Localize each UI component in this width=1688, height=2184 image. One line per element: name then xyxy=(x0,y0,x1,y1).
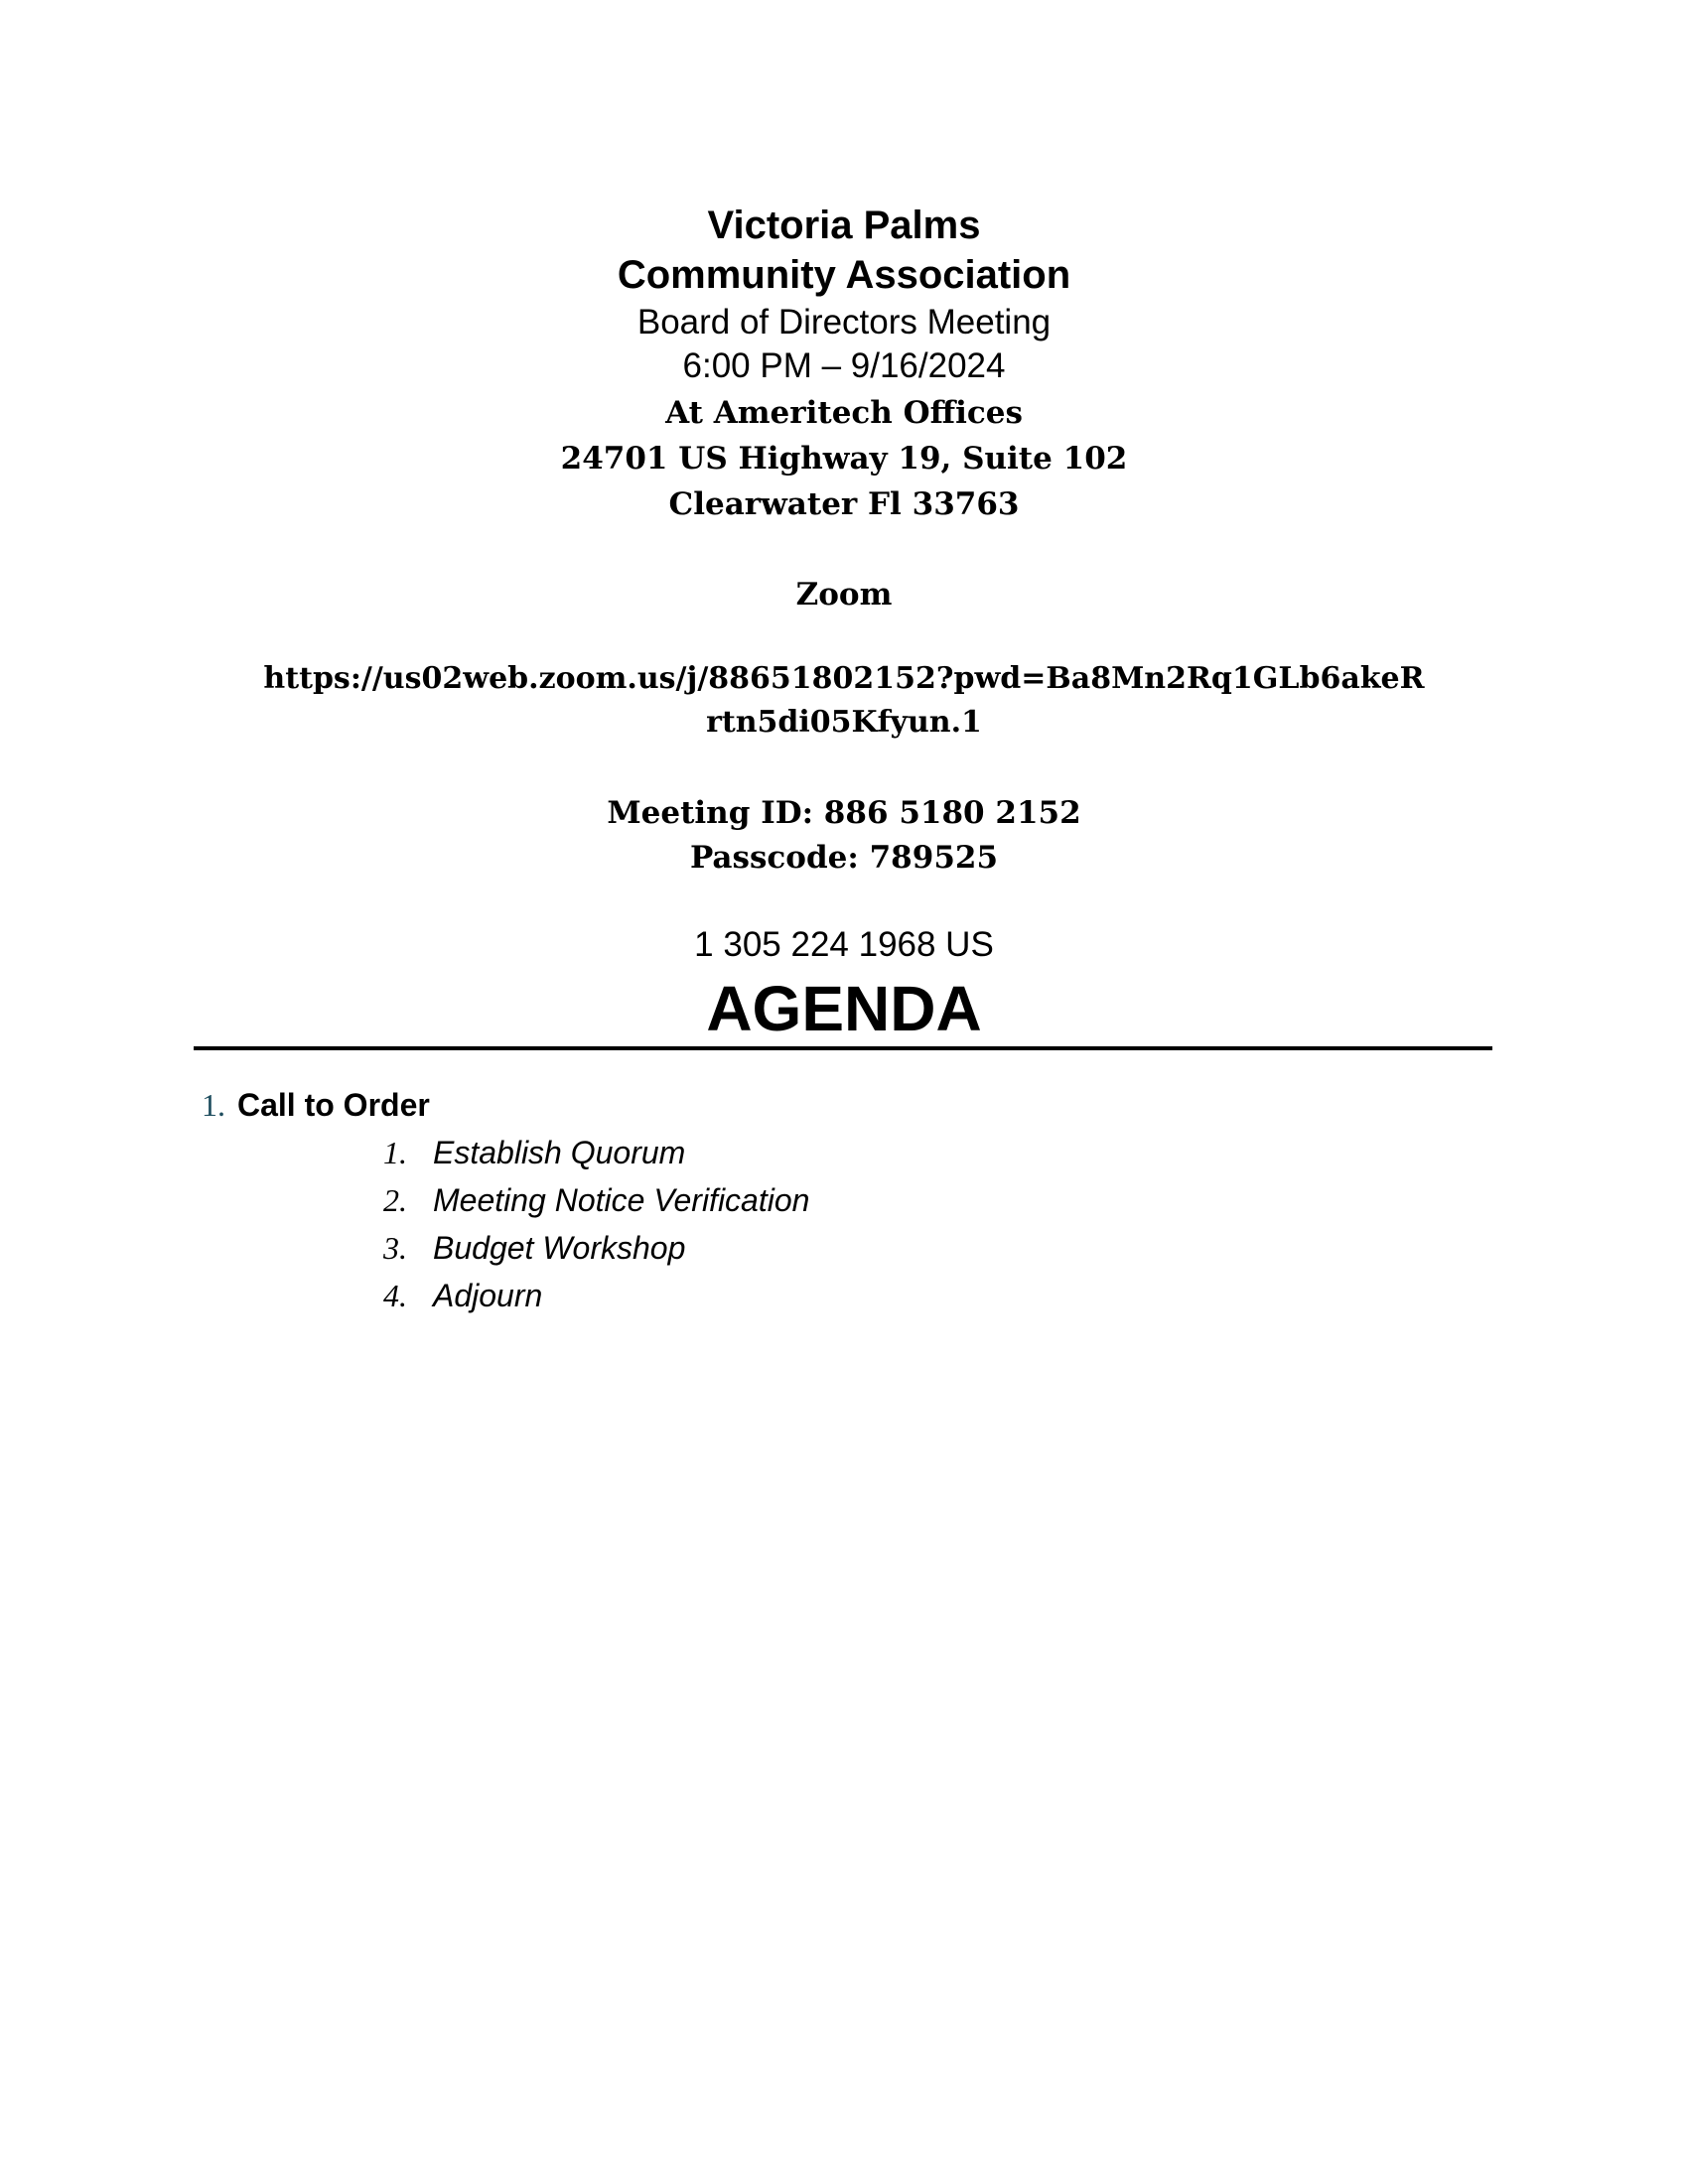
agenda-subitem-number: 2. xyxy=(383,1182,407,1218)
dial-in-phone: 1 305 224 1968 US xyxy=(694,925,994,964)
location-line2: 24701 US Highway 19, Suite 102 xyxy=(560,441,1128,477)
agenda-subitem-number: 4. xyxy=(383,1278,407,1313)
location-line1: At Ameritech Offices xyxy=(665,395,1023,431)
zoom-label: Zoom xyxy=(795,577,893,613)
agenda-subitem-label: Budget Workshop xyxy=(433,1230,686,1266)
agenda-subitem-number: 1. xyxy=(383,1135,407,1170)
agenda-item-label: Call to Order xyxy=(237,1087,430,1123)
agenda-subitem-label: Adjourn xyxy=(433,1278,543,1313)
org-name-line1: Victoria Palms xyxy=(707,204,981,247)
agenda-subitem xyxy=(383,1129,809,1176)
agenda-subitem xyxy=(383,1272,809,1319)
zoom-url-line1[interactable]: https://us02web.zoom.us/j/88651802152?pwd=Ba8Mn2Rq1GLb6akeR xyxy=(263,661,1425,696)
location-line3: Clearwater Fl 33763 xyxy=(668,486,1020,522)
meeting-type: Board of Directors Meeting xyxy=(636,303,1052,341)
meeting-datetime: 6:00 PM – 9/16/2024 xyxy=(682,346,1006,385)
agenda-item xyxy=(202,1083,430,1127)
agenda-sublist xyxy=(383,1129,809,1319)
zoom-url-line2[interactable]: rtn5di05Kfyun.1 xyxy=(706,705,982,740)
org-name-line2: Community Association xyxy=(617,253,1071,297)
agenda-divider xyxy=(194,1046,1492,1050)
agenda-subitem xyxy=(383,1176,809,1224)
agenda-subitem xyxy=(383,1224,809,1272)
agenda-title: AGENDA xyxy=(706,973,982,1044)
zoom-passcode: Passcode: 789525 xyxy=(689,840,999,876)
zoom-meeting-id: Meeting ID: 886 5180 2152 xyxy=(607,795,1081,831)
agenda-subitem-number: 3. xyxy=(383,1230,407,1266)
agenda-subitem-label: Establish Quorum xyxy=(433,1135,686,1170)
agenda-subitem-label: Meeting Notice Verification xyxy=(433,1182,810,1218)
agenda-item-number: 1. xyxy=(202,1087,225,1123)
